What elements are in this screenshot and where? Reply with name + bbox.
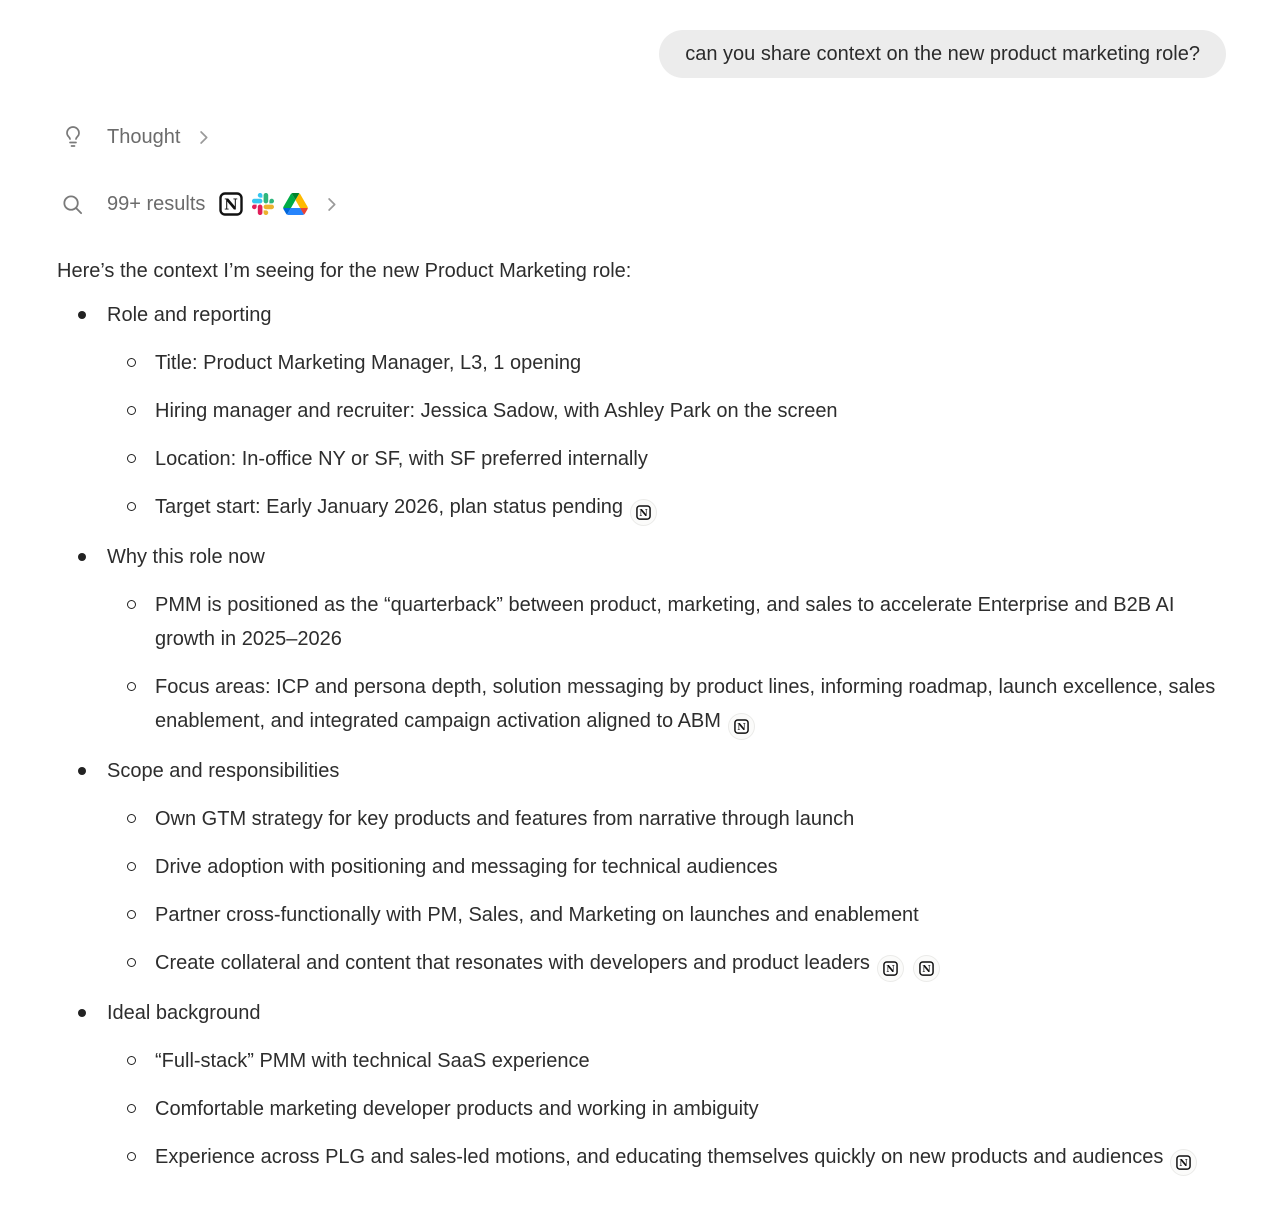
list-item-text: Target start: Early January 2026, plan status pending [155, 490, 1226, 526]
section-ideal-background [57, 996, 1226, 1190]
list-item [107, 850, 1226, 884]
assistant-answer [57, 254, 1226, 1190]
list-item [107, 1092, 1226, 1126]
bullet-icon [57, 298, 107, 540]
list-item-text: Comfortable marketing developer products and working in ambiguity [155, 1098, 759, 1120]
notion-icon [219, 192, 243, 216]
list-item [107, 346, 1226, 380]
list-item [107, 490, 1226, 526]
list-item [107, 898, 1226, 932]
list-item [107, 946, 1226, 982]
bullet-icon [57, 540, 107, 754]
list-item-text: Location: In-office NY or SF, with SF preferred internally [155, 448, 648, 470]
circle-bullet-icon [107, 442, 155, 476]
circle-bullet-icon [107, 394, 155, 428]
circle-bullet-icon [107, 1044, 155, 1078]
section-title: Why this role now [107, 546, 265, 568]
list-item [107, 802, 1226, 836]
circle-bullet-icon [107, 346, 155, 380]
section-role-and-reporting [57, 298, 1226, 540]
list-item [107, 670, 1226, 740]
search-icon [57, 193, 107, 216]
list-item-text: Own GTM strategy for key products and features from narrative through launch [155, 808, 855, 830]
list-item [107, 1140, 1226, 1176]
notion-citation-chip[interactable] [630, 499, 657, 526]
chevron-right-icon[interactable] [322, 195, 341, 214]
circle-bullet-icon [107, 1140, 155, 1176]
circle-bullet-icon [107, 490, 155, 526]
list-item [107, 588, 1226, 656]
circle-bullet-icon [107, 1092, 155, 1126]
circle-bullet-icon [107, 802, 155, 836]
list-item-text: Experience across PLG and sales-led motions, and educating themselves quickly on new products and audiences [155, 1140, 1226, 1176]
search-results-toggle[interactable] [57, 187, 1226, 221]
notion-citation-chip[interactable] [728, 713, 755, 740]
list-item-text: Focus areas: ICP and persona depth, solution messaging by product lines, informing roadmap, launch excellence, sales enablement, and integrated campaign activation aligned to ABM [155, 670, 1226, 740]
chevron-right-icon[interactable] [194, 128, 213, 147]
thought-label: Thought [107, 125, 181, 148]
bullet-icon [57, 754, 107, 996]
source-icons [219, 192, 308, 216]
list-item-text: “Full-stack” PMM with technical SaaS experience [155, 1050, 590, 1072]
circle-bullet-icon [107, 588, 155, 656]
lightbulb-icon [57, 125, 107, 149]
user-message-bubble: can you share context on the new product marketing role? [659, 30, 1226, 78]
notion-citation-chip[interactable] [877, 955, 904, 982]
list-item [107, 1044, 1226, 1078]
list-item-text: Partner cross-functionally with PM, Sales, and Marketing on launches and enablement [155, 904, 919, 926]
list-item-text: Hiring manager and recruiter: Jessica Sadow, with Ashley Park on the screen [155, 400, 838, 422]
list-item [107, 394, 1226, 428]
list-item-text: PMM is positioned as the “quarterback” between product, marketing, and sales to accelerate Enterprise and B2B AI growth in 2025–2026 [155, 594, 1175, 650]
google-drive-icon [283, 193, 308, 215]
user-message-row [57, 30, 1226, 78]
section-title: Ideal background [107, 1002, 261, 1024]
notion-citation-chip[interactable] [913, 955, 940, 982]
circle-bullet-icon [107, 946, 155, 982]
bullet-icon [57, 996, 107, 1190]
thought-toggle[interactable] [57, 120, 1226, 154]
circle-bullet-icon [107, 670, 155, 740]
section-scope-and-responsibilities [57, 754, 1226, 996]
list-item-text: Drive adoption with positioning and messaging for technical audiences [155, 856, 778, 878]
circle-bullet-icon [107, 850, 155, 884]
list-item-text: Create collateral and content that resonates with developers and product leaders [155, 946, 1226, 982]
list-item [107, 442, 1226, 476]
section-title: Role and reporting [107, 304, 272, 326]
section-title: Scope and responsibilities [107, 760, 340, 782]
list-item-text: Title: Product Marketing Manager, L3, 1 opening [155, 352, 582, 374]
notion-citation-chip[interactable] [1170, 1149, 1197, 1176]
circle-bullet-icon [107, 898, 155, 932]
slack-icon [252, 193, 274, 215]
answer-intro: Here’s the context I’m seeing for the new Product Marketing role: [57, 260, 632, 282]
section-why-this-role-now [57, 540, 1226, 754]
search-results-label: 99+ results [107, 192, 206, 215]
